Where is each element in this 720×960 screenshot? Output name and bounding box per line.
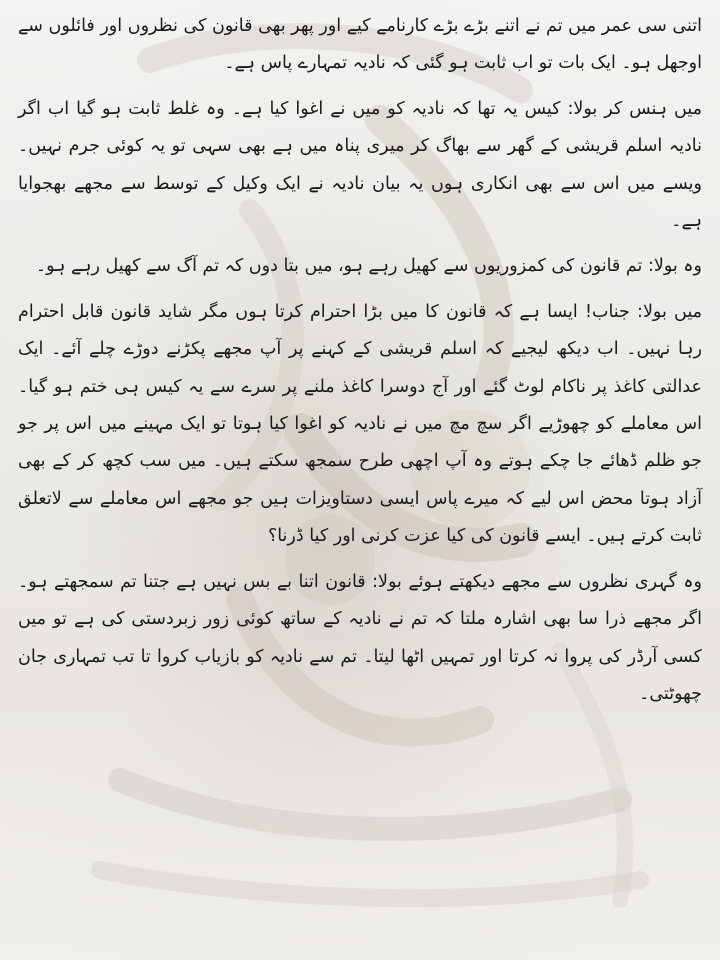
article-body (18, 8, 702, 721)
paragraph: میں ہنس کر بولا: کیس یہ تھا کہ نادیہ کو میں نے اغوا کیا ہے۔ وہ غلط ثابت ہو گیا اب اگر نادیہ اسلم قریشی کے گھر سے بھاگ کر میری پناہ میں ہے بھی سہی تو یہ کوئی جرم نہیں۔ ویسے میں اس سے بھی انکاری ہوں یہ بیان نادیہ نے ایک وکیل کے توسط سے مجھے بھجوایا ہے۔ (18, 98, 702, 232)
paragraph: وہ گہری نظروں سے مجھے دیکھتے ہوئے بولا: قانون اتنا بے بس نہیں ہے جتنا تم سمجھتے ہو۔ اگر مجھے ذرا سا بھی اشارہ ملتا کہ تم نے نادیہ کے ساتھ کوئی زور زبردستی کی ہے تو میں کسی آرڈر کی پروا نہ کرتا اور تمہیں اٹھا لیتا۔ تم سے نادیہ کو بازیاب کروا تا تب تمہاری جان چھوٹتی۔ (18, 571, 702, 704)
paragraph: وہ بولا: تم قانون کی کمزوریوں سے کھیل رہے ہو، میں بتا دوں کہ تم آگ سے کھیل رہے ہو۔ (35, 256, 702, 277)
paragraph: میں بولا: جناب! ایسا ہے کہ قانون کا میں بڑا احترام کرتا ہوں مگر شاید قانون قابل احترام رہا نہیں۔ اب دیکھ لیجیے کہ اسلم قریشی کے کہنے پر آپ مجھے پکڑنے دوڑے چلے آئے۔ ایک عدالتی کاغذ پر ناکام لوٹ گئے اور آج دوسرا کاغذ ملنے پر سرے سے یہ کیس ہی ختم ہو گیا۔ اس معاملے کو چھوڑیے اگر سچ مچ میں نے نادیہ کو اغوا کیا ہوتا تو ایک مہینے میں اس پر جو جو ظلم ڈھائے جا چکے ہوتے وہ آپ اچھی طرح سمجھ سکتے ہیں۔ میں سب کچھ کر کے بھی آزاد ہوتا محض اس لیے کہ میرے پاس ایسی دستاویزات ہیں جو مجھے اس معاملے سے لاتعلق ثابت کرتے ہیں۔ ایسے قانون کی کیا عزت کرنی اور کیا ڈرنا؟ (18, 301, 702, 547)
paragraph: اتنی سی عمر میں تم نے اتنے بڑے بڑے کارنامے کیے اور پھر بھی قانون کی نظروں اور فائلوں سے اوجھل ہو۔ ایک بات تو اب ثابت ہو گئی کہ نادیہ تمہارے پاس ہے۔ (18, 16, 702, 74)
